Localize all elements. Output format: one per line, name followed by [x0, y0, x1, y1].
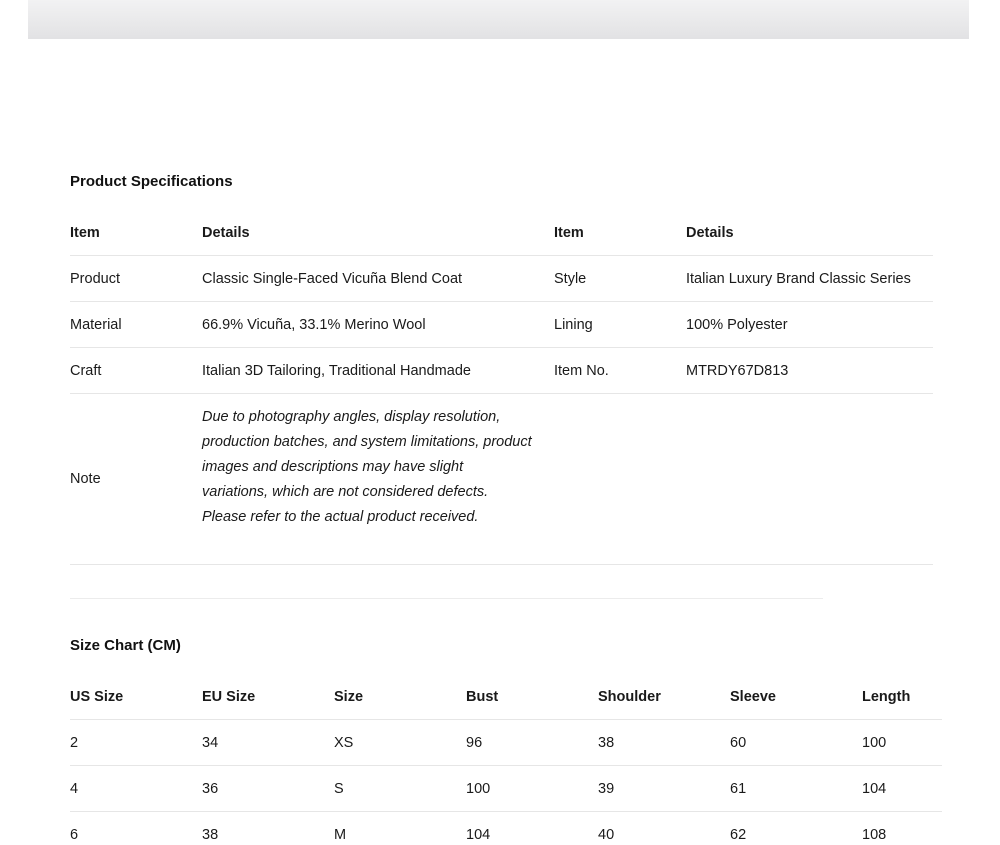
section-divider — [70, 598, 823, 599]
note-text: Due to photography angles, display resolution, production batches, and system limitations, product images and descriptions may have slight variations, which are not considered defects. Please refer to the actual product received. — [202, 409, 532, 525]
size-cell: 34 — [202, 735, 219, 751]
size-header-shoulder: Shoulder — [598, 689, 661, 705]
spec-item-label: Lining — [554, 317, 593, 333]
size-cell: 2 — [70, 735, 79, 751]
size-cell: 61 — [730, 781, 747, 797]
specs-row — [70, 302, 933, 348]
specs-header-item: Item — [70, 225, 100, 241]
spec-item-label: Craft — [70, 363, 102, 379]
size-cell: 100 — [466, 781, 491, 797]
size-header-bust: Bust — [466, 689, 499, 705]
specs-header-details: Details — [202, 225, 250, 241]
spec-item-label: Material — [70, 317, 122, 333]
size-chart-row — [70, 720, 942, 766]
spec-item-value: 66.9% Vicuña, 33.1% Merino Wool — [202, 317, 426, 333]
size-header-length: Length — [862, 689, 911, 705]
spec-item-value: 100% Polyester — [686, 317, 788, 333]
spec-item-label: Item No. — [554, 363, 609, 379]
size-cell: S — [334, 781, 344, 797]
spec-item-value: Classic Single-Faced Vicuña Blend Coat — [202, 271, 463, 287]
size-cell: 38 — [598, 735, 615, 751]
size-cell: 60 — [730, 735, 747, 751]
size-cell: 40 — [598, 827, 615, 843]
specs-row — [70, 256, 933, 302]
size-cell: 104 — [466, 827, 491, 843]
product-image-bottom-edge — [28, 0, 969, 39]
note-label: Note — [70, 471, 101, 487]
size-cell: 38 — [202, 827, 219, 843]
size-cell: 36 — [202, 781, 219, 797]
size-chart-header-row — [70, 674, 942, 720]
specs-table — [70, 210, 933, 565]
size-header-sleeve: Sleeve — [730, 689, 776, 705]
specs-section-title: Product Specifications — [70, 173, 233, 190]
spec-item-value: Italian 3D Tailoring, Traditional Handmade — [202, 363, 471, 379]
specs-header-details-2: Details — [686, 225, 734, 241]
spec-item-value: MTRDY67D813 — [686, 363, 789, 379]
spec-item-label: Product — [70, 271, 120, 287]
size-cell: M — [334, 827, 347, 843]
size-chart-table — [70, 674, 942, 845]
size-header-size: Size — [334, 689, 364, 705]
size-chart-title: Size Chart (CM) — [70, 637, 181, 654]
spec-item-label: Style — [554, 271, 587, 287]
specs-row — [70, 348, 933, 394]
size-header-eu: EU Size — [202, 689, 256, 705]
specs-header-row — [70, 210, 933, 256]
size-cell: 62 — [730, 827, 747, 843]
size-cell: 4 — [70, 781, 79, 797]
size-chart-row — [70, 766, 942, 812]
size-cell: 104 — [862, 781, 887, 797]
specs-header-item-2: Item — [554, 225, 584, 241]
size-cell: 96 — [466, 735, 483, 751]
size-chart-row — [70, 812, 942, 845]
size-cell: 6 — [70, 827, 79, 843]
size-header-us: US Size — [70, 689, 124, 705]
size-cell: XS — [334, 735, 354, 751]
size-cell: 108 — [862, 827, 887, 843]
size-cell: 39 — [598, 781, 615, 797]
size-cell: 100 — [862, 735, 887, 751]
spec-item-value: Italian Luxury Brand Classic Series — [686, 271, 911, 287]
specs-note-row — [70, 394, 933, 565]
